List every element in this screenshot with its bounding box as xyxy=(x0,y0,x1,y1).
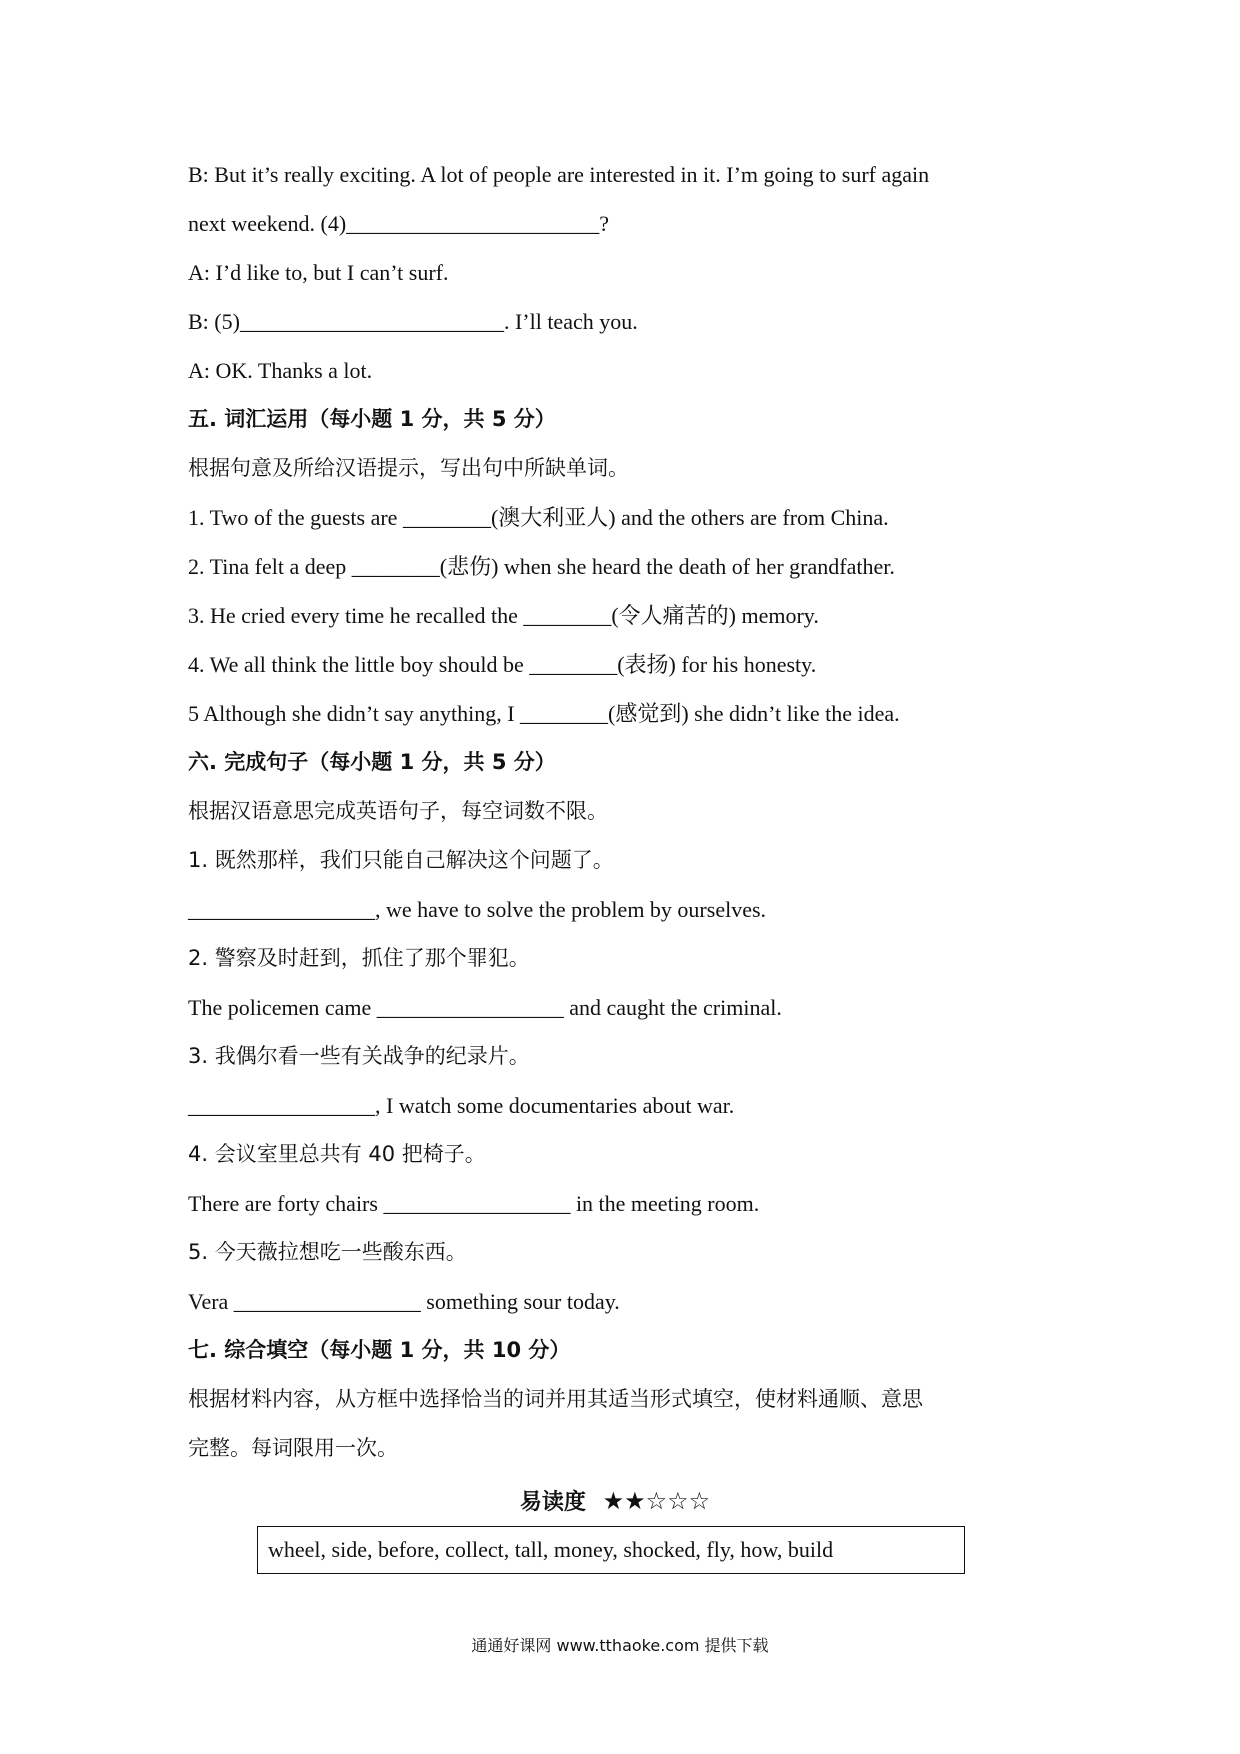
question-chinese: 1. 既然那样，我们只能自己解决这个问题了。 xyxy=(188,848,614,872)
section-5-heading: 五. 词汇运用（每小题 1 分，共 5 分） xyxy=(188,407,556,431)
question-english: There are forty chairs _________________ in the meeting room. xyxy=(188,1191,760,1216)
question-english: Vera _________________ something sour today. xyxy=(188,1289,620,1314)
dialogue-line: B: (5)________________________. I’ll teach you. xyxy=(188,309,638,334)
section-7-heading: 七. 综合填空（每小题 1 分，共 10 分） xyxy=(188,1338,571,1362)
dialogue-line: next weekend. (4)_______________________? xyxy=(188,211,609,236)
section-7-instruction: 根据材料内容，从方框中选择恰当的词并用其适当形式填空，使材料通顺、意思 xyxy=(188,1387,923,1411)
question-english: The policemen came _________________ and caught the criminal. xyxy=(188,995,782,1020)
page-footer: 通通好课网 www.tthaoke.com 提供下载 xyxy=(471,1636,769,1655)
question-item: 3. He cried every time he recalled the ________(令人痛苦的) memory. xyxy=(188,603,819,628)
exam-page xyxy=(188,150,1088,1521)
question-item: 1. Two of the guests are ________(澳大利亚人) and the others are from China. xyxy=(188,505,889,530)
question-english: _________________, I watch some documentaries about war. xyxy=(188,1093,735,1118)
dialogue-line: A: OK. Thanks a lot. xyxy=(188,358,373,383)
dialogue-line: B: But it’s really exciting. A lot of people are interested in it. I’m going to surf again xyxy=(188,162,930,187)
question-chinese: 3. 我偶尔看一些有关战争的纪录片。 xyxy=(188,1044,530,1068)
question-english: _________________, we have to solve the problem by ourselves. xyxy=(188,897,767,922)
section-5-instruction: 根据句意及所给汉语提示，写出句中所缺单词。 xyxy=(188,456,629,480)
word-bank-box: wheel, side, before, collect, tall, money, shocked, fly, how, build xyxy=(257,1526,965,1574)
question-chinese: 5. 今天薇拉想吃一些酸东西。 xyxy=(188,1240,467,1264)
section-6-instruction: 根据汉语意思完成英语句子，每空词数不限。 xyxy=(188,799,608,823)
section-6-heading: 六. 完成句子（每小题 1 分，共 5 分） xyxy=(188,750,556,774)
question-item: 5 Although she didn’t say anything, I ________(感觉到) she didn’t like the idea. xyxy=(188,701,900,726)
question-chinese: 4. 会议室里总共有 40 把椅子。 xyxy=(188,1142,486,1166)
question-item: 4. We all think the little boy should be ________(表扬) for his honesty. xyxy=(188,652,817,677)
dialogue-line: A: I’d like to, but I can’t surf. xyxy=(188,260,449,285)
rating-label: 易读度 xyxy=(519,1490,586,1515)
question-chinese: 2. 警察及时赶到，抓住了那个罪犯。 xyxy=(188,946,530,970)
section-7-instruction: 完整。每词限用一次。 xyxy=(188,1436,398,1460)
question-item: 2. Tina felt a deep ________(悲伤) when she heard the death of her grandfather. xyxy=(188,554,895,579)
star-rating-icon: ★★☆☆☆ xyxy=(602,1487,711,1515)
readability-rating xyxy=(188,1481,1042,1521)
